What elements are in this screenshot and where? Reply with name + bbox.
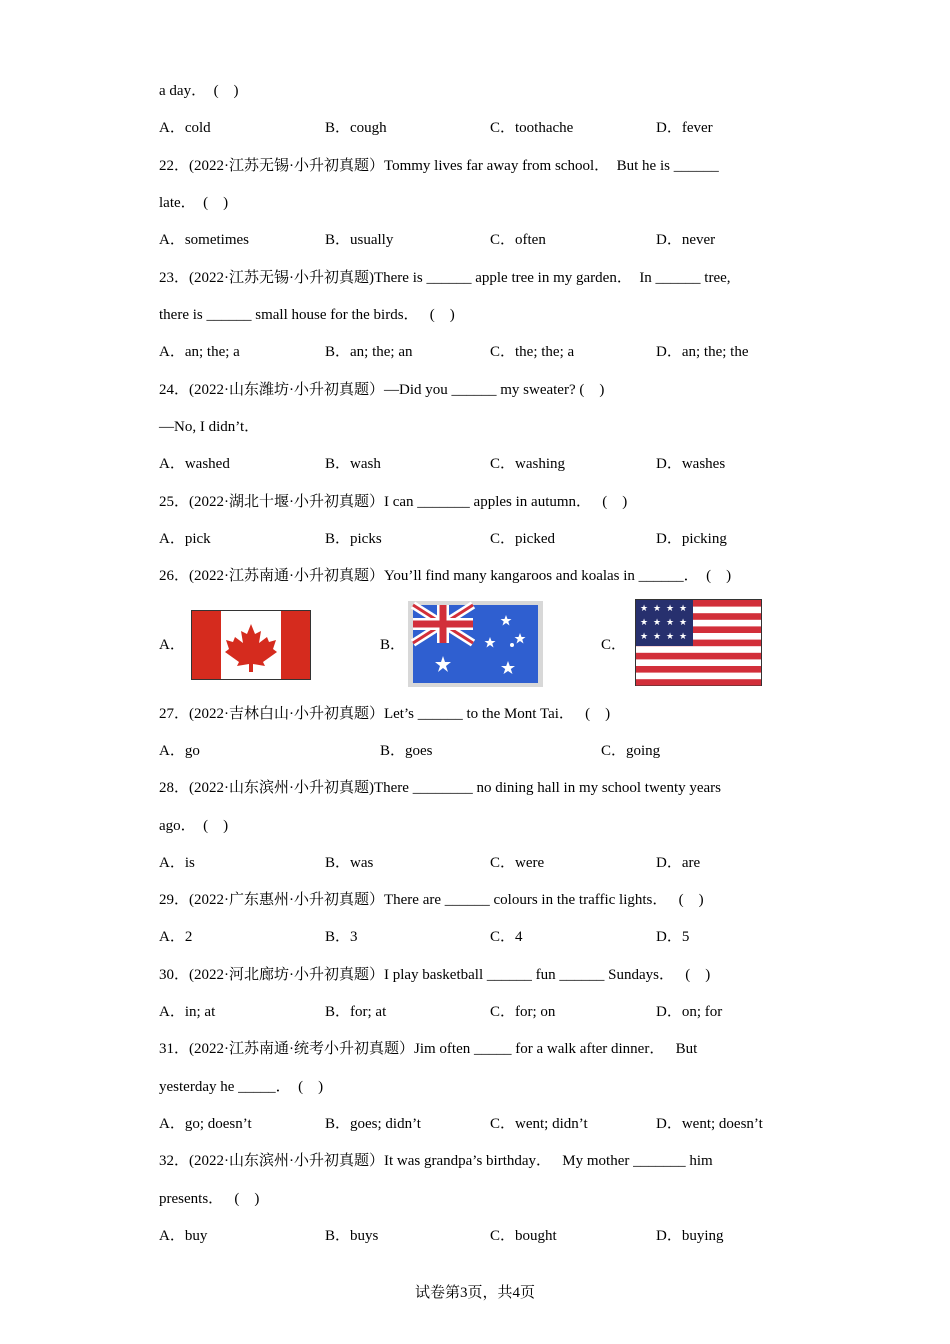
q30-option-b[interactable]: B．for; at [325, 1004, 387, 1020]
page-footer: 试卷第3页，共4页 [414, 1285, 535, 1301]
q24-option-b[interactable]: B．wash [325, 456, 381, 472]
svg-text:★: ★ [678, 604, 688, 614]
q28-option-c[interactable]: C．were [490, 855, 545, 871]
svg-text:★: ★ [639, 618, 649, 628]
q30-text-line1: 30．(2022·河北廊坊·小升初真题）I play basketball ______ fun ______ Sundays． ( ) [159, 967, 711, 983]
q25-option-c[interactable]: C．picked [490, 531, 555, 547]
q31-option-b[interactable]: B．goes; didn’t [325, 1116, 421, 1132]
q27-option-a[interactable]: A．go [159, 743, 200, 759]
q22-option-c[interactable]: C．often [490, 232, 546, 248]
q31-text-line2: yesterday he _____． ( ) [159, 1079, 324, 1095]
svg-text:★: ★ [639, 604, 649, 614]
q24-option-c[interactable]: C．washing [490, 456, 566, 472]
q25-option-b[interactable]: B．picks [325, 531, 382, 547]
svg-text:★: ★ [678, 632, 688, 642]
q24-option-a[interactable]: A．washed [159, 456, 230, 472]
svg-text:★: ★ [652, 632, 662, 642]
q23-text-line1: 23．(2022·江苏无锡·小升初真题)There is ______ apple tree in my garden． In ______ tree, [159, 270, 731, 286]
q29-text-line1: 29．(2022·广东惠州·小升初真题）There are ______ colours in the traffic lights． ( ) [159, 892, 704, 908]
q22-option-a[interactable]: A．sometimes [159, 232, 249, 248]
q30-option-c[interactable]: C．for; on [490, 1004, 556, 1020]
q22-text-line2: late． ( ) [159, 195, 229, 211]
q23-option-a[interactable]: A．an; the; a [159, 344, 240, 360]
q28-text-line1: 28．(2022·山东滨州·小升初真题)There ________ no dining hall in my school twenty years [159, 780, 722, 796]
q28-text-line2: ago． ( ) [159, 818, 229, 834]
q28-option-a[interactable]: A．is [159, 855, 195, 871]
q23-option-b[interactable]: B．an; the; an [325, 344, 413, 360]
q22-option-d[interactable]: D．never [656, 232, 716, 248]
q24-option-d[interactable]: D．washes [656, 456, 726, 472]
svg-text:★: ★ [639, 632, 649, 642]
q22-text-line1: 22．(2022·江苏无锡·小升初真题）Tommy lives far away from school． But he is ______ [159, 158, 719, 174]
q23-text-line2: there is ______ small house for the birds． ( ) [159, 307, 455, 323]
svg-text:★: ★ [652, 604, 662, 614]
q28-option-d[interactable]: D．are [656, 855, 701, 871]
q21-option-d[interactable]: D．fever [656, 120, 713, 136]
q23-option-c[interactable]: C．the; the; a [490, 344, 575, 360]
svg-text:★: ★ [665, 632, 675, 642]
q32-option-a[interactable]: A．buy [159, 1228, 208, 1244]
svg-text:★: ★ [678, 618, 688, 628]
q32-text-line2: presents． ( ) [159, 1191, 260, 1207]
svg-text:★: ★ [665, 604, 675, 614]
q27-text-line1: 27．(2022·吉林白山·小升初真题）Let’s ______ to the Mont Tai． ( ) [159, 706, 611, 722]
q25-text-line1: 25．(2022·湖北十堰·小升初真题）I can _______ apples in autumn． ( ) [159, 494, 628, 510]
q29-option-b[interactable]: B．3 [325, 929, 358, 945]
q31-option-d[interactable]: D．went; doesn’t [656, 1116, 763, 1132]
q24-text-line2: —No, I didn’t． [159, 419, 260, 435]
q29-option-a[interactable]: A．2 [159, 929, 193, 945]
q25-option-a[interactable]: A．pick [159, 531, 211, 547]
q32-option-b[interactable]: B．buys [325, 1228, 379, 1244]
q27-option-c[interactable]: C．going [601, 743, 661, 759]
q31-option-a[interactable]: A．go; doesn’t [159, 1116, 252, 1132]
q32-option-c[interactable]: C．bought [490, 1228, 557, 1244]
q26-option-b[interactable]: B． [380, 637, 406, 653]
q30-option-a[interactable]: A．in; at [159, 1004, 216, 1020]
q26-option-c[interactable]: C． [601, 637, 627, 653]
q28-option-b[interactable]: B．was [325, 855, 374, 871]
canada-flag-icon[interactable] [191, 610, 311, 680]
usa-flag-icon[interactable] [635, 599, 762, 686]
q21-tail: a day． ( ) [159, 83, 239, 99]
q30-option-d[interactable]: D．on; for [656, 1004, 723, 1020]
q32-option-d[interactable]: D．buying [656, 1228, 724, 1244]
q26-text-line1: 26．(2022·江苏南通·小升初真题）You’ll find many kangaroos and koalas in ______． ( ) [159, 568, 732, 584]
q27-option-b[interactable]: B．goes [380, 743, 433, 759]
q32-text-line1: 32．(2022·山东滨州·小升初真题）It was grandpa’s birthday． My mother _______ him [159, 1153, 713, 1169]
q26-option-a[interactable]: A． [159, 637, 185, 653]
q24-text-line1: 24．(2022·山东潍坊·小升初真题）—Did you ______ my sweater? ( ) [159, 382, 605, 398]
q25-option-d[interactable]: D．picking [656, 531, 727, 547]
australia-flag-icon[interactable] [408, 601, 543, 687]
q22-option-b[interactable]: B．usually [325, 232, 394, 248]
q29-option-c[interactable]: C．4 [490, 929, 523, 945]
q31-option-c[interactable]: C．went; didn’t [490, 1116, 588, 1132]
q23-option-d[interactable]: D．an; the; the [656, 344, 749, 360]
svg-text:★: ★ [665, 618, 675, 628]
q31-text-line1: 31．(2022·江苏南通·统考小升初真题）Jim often _____ for a walk after dinner． But [159, 1041, 698, 1057]
q21-option-c[interactable]: C．toothache [490, 120, 574, 136]
q21-option-b[interactable]: B．cough [325, 120, 387, 136]
q29-option-d[interactable]: D．5 [656, 929, 690, 945]
svg-text:★: ★ [652, 618, 662, 628]
q21-option-a[interactable]: A．cold [159, 120, 211, 136]
